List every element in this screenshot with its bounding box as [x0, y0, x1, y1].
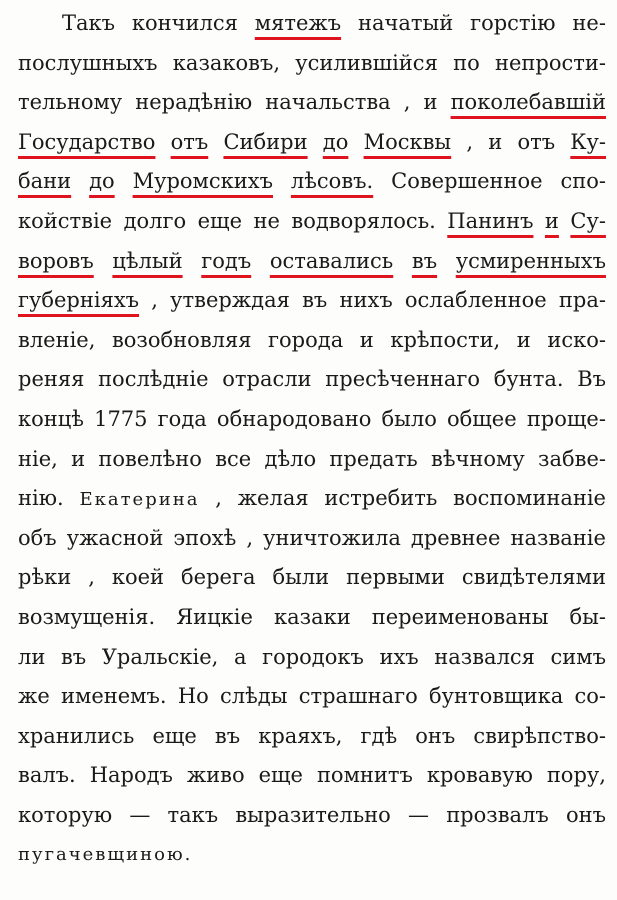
- word: выразительно: [235, 802, 391, 827]
- word: въ: [214, 723, 241, 748]
- underlined-word: Панинъ: [447, 208, 534, 233]
- text-line: [18, 44, 606, 84]
- word: ,: [151, 288, 158, 313]
- word: назвался: [434, 644, 535, 669]
- word: гдѣ: [360, 723, 398, 748]
- word: свирѣпство-: [473, 723, 606, 748]
- word: были: [272, 565, 330, 590]
- text-line: [18, 796, 606, 836]
- word: онъ: [565, 802, 606, 827]
- word: и: [359, 327, 374, 352]
- word: пра-: [558, 288, 606, 313]
- word: года: [157, 406, 207, 431]
- word: ,: [88, 565, 95, 590]
- text-line: [18, 400, 606, 440]
- word: рѣки: [18, 565, 72, 590]
- word: пугачевщиною.: [18, 844, 193, 866]
- word: еще: [197, 208, 243, 233]
- word: долго: [123, 208, 187, 233]
- word: послѣдніе: [98, 367, 209, 392]
- word: пору,: [546, 763, 606, 788]
- word: Въ: [577, 367, 606, 392]
- text-line: [18, 835, 606, 875]
- text-line: [18, 440, 606, 480]
- word: ослабленное: [404, 288, 547, 313]
- word: усилившійся: [295, 50, 438, 75]
- text-line: [18, 756, 606, 796]
- word: объ: [18, 525, 57, 550]
- word: тельному: [18, 90, 123, 115]
- underlined-word: Сибири: [223, 129, 308, 154]
- underlined-word: Су-: [570, 208, 606, 233]
- word: со-: [574, 684, 606, 709]
- word: городокъ: [262, 644, 364, 669]
- word: города: [268, 327, 344, 352]
- word: свидѣтелями: [461, 565, 606, 590]
- word: а: [233, 644, 247, 669]
- underlined-word: Ку-: [570, 129, 606, 154]
- word: горстію: [470, 11, 556, 35]
- word: краяхъ,: [258, 723, 343, 748]
- word: утверждая: [170, 288, 290, 313]
- word: ,: [403, 90, 411, 115]
- word: начальства: [265, 90, 391, 115]
- word: симъ: [550, 644, 606, 669]
- word: послушныхъ: [18, 50, 158, 75]
- word: Такъ: [62, 11, 116, 35]
- word: Екатерина: [79, 489, 200, 511]
- text-line: [18, 638, 606, 678]
- underlined-word: бани: [18, 169, 72, 194]
- word: общее: [447, 406, 517, 431]
- word: ихъ: [379, 644, 419, 669]
- text-line: [18, 123, 606, 163]
- word: уничтожила: [263, 525, 401, 550]
- word: и: [71, 446, 86, 471]
- underlined-word: усмиренныхъ: [455, 248, 606, 273]
- word: спо-: [560, 169, 606, 194]
- word: начатый: [357, 11, 454, 35]
- word: возобновляя: [111, 327, 252, 352]
- underlined-word: и: [544, 208, 559, 233]
- word: возмущенія.: [18, 604, 156, 629]
- text-line: [18, 519, 606, 559]
- word: эпохѣ: [173, 525, 237, 550]
- word: названіе: [510, 525, 606, 550]
- word: слѣды: [220, 684, 288, 709]
- word: ли: [18, 644, 46, 669]
- underlined-word: мятежъ: [254, 11, 342, 35]
- word: —: [129, 802, 151, 827]
- word: Совершенное: [391, 169, 543, 194]
- word: ужасной: [66, 525, 164, 550]
- word: пресѣченнаго: [325, 367, 481, 392]
- underlined-word: губерніяхъ: [18, 288, 140, 313]
- word: хранились: [18, 723, 135, 748]
- word: ніе,: [18, 446, 58, 471]
- underlined-word: до: [89, 169, 115, 194]
- word: кончился: [131, 11, 238, 35]
- word: проще-: [526, 406, 606, 431]
- word: бунта.: [493, 367, 564, 392]
- text-line: [18, 717, 606, 757]
- text-line: [18, 321, 606, 361]
- word: еще: [152, 723, 197, 748]
- word: предать: [329, 446, 418, 471]
- word: по: [453, 50, 480, 75]
- word: забве-: [538, 446, 606, 471]
- word: отрасли: [222, 367, 312, 392]
- word: ,: [466, 129, 474, 154]
- word: обнародовано: [216, 406, 372, 431]
- word: водворялось.: [291, 208, 436, 233]
- word: которую: [18, 802, 113, 827]
- word: реняя: [18, 367, 85, 392]
- text-line: [18, 4, 606, 44]
- text-line: [18, 202, 606, 242]
- underlined-word: Государство: [18, 129, 156, 154]
- word: нихъ: [339, 288, 393, 313]
- word: не-: [572, 11, 606, 35]
- underlined-word: цѣлый: [112, 248, 183, 273]
- word: въ: [60, 644, 87, 669]
- underlined-word: воровъ: [18, 248, 94, 273]
- word: не: [253, 208, 280, 233]
- word: валъ.: [18, 763, 76, 788]
- text-line: [18, 242, 606, 282]
- word: отъ: [517, 129, 556, 154]
- word: еще: [258, 763, 303, 788]
- word: коей: [111, 565, 165, 590]
- word: —: [407, 802, 429, 827]
- word: прозвалъ: [446, 802, 549, 827]
- word: вленіе,: [18, 327, 96, 352]
- word: дѣло: [264, 446, 317, 471]
- underlined-word: годъ: [201, 248, 252, 273]
- text-line: [18, 360, 606, 400]
- word: онъ: [415, 723, 456, 748]
- word: Уральскіе,: [101, 644, 219, 669]
- word: 1775: [94, 406, 148, 431]
- text-line: [18, 558, 606, 598]
- word: концѣ: [18, 406, 84, 431]
- word: въ: [302, 288, 328, 313]
- word: помнитъ: [316, 763, 413, 788]
- text-line: [18, 677, 606, 717]
- word: было: [381, 406, 437, 431]
- word: желая: [237, 486, 309, 511]
- underlined-word: Москвы: [363, 129, 452, 154]
- word: казаки: [273, 604, 351, 629]
- word: страшнаго: [298, 684, 418, 709]
- word: бунтовщика: [428, 684, 564, 709]
- word: же: [18, 684, 50, 709]
- word: и: [423, 90, 438, 115]
- word: истребить: [324, 486, 438, 511]
- text-line: [18, 162, 606, 202]
- word: первыми: [346, 565, 445, 590]
- word: воспоминаніе: [453, 486, 606, 511]
- text-line: [18, 281, 606, 321]
- word: такъ: [167, 802, 219, 827]
- word: и: [516, 327, 531, 352]
- word: крѣпости,: [390, 327, 501, 352]
- word: Яицкіе: [176, 604, 253, 629]
- text-line: [18, 479, 606, 519]
- word: повелѣно: [98, 446, 202, 471]
- underlined-word: отъ: [170, 129, 209, 154]
- word: ,: [246, 525, 254, 550]
- word: Народъ: [89, 763, 173, 788]
- word: живо: [186, 763, 245, 788]
- word: бы-: [569, 604, 606, 629]
- word: нію.: [18, 486, 64, 511]
- underlined-word: оставались: [269, 248, 394, 273]
- underlined-word: въ: [411, 248, 438, 273]
- word: именемъ.: [61, 684, 167, 709]
- underlined-word: до: [322, 129, 349, 154]
- underlined-word: поколебавшій: [450, 90, 606, 115]
- word: нерадѣнію: [135, 90, 253, 115]
- word: и: [488, 129, 503, 154]
- underlined-word: Муромскихъ: [132, 169, 273, 194]
- word: переименованы: [371, 604, 549, 629]
- paragraph-text: [18, 4, 606, 875]
- word: вѣчному: [431, 446, 525, 471]
- word: иско-: [547, 327, 606, 352]
- word: все: [215, 446, 252, 471]
- word: кровавую: [426, 763, 533, 788]
- text-line: [18, 83, 606, 123]
- text-line: [18, 598, 606, 638]
- word: непрости-: [494, 50, 606, 75]
- word: ,: [215, 486, 222, 511]
- word: Но: [177, 684, 209, 709]
- word: казаковъ,: [172, 50, 281, 75]
- underlined-word: лѣсовъ.: [290, 169, 374, 194]
- word: койствіе: [18, 208, 113, 233]
- word: берега: [181, 565, 256, 590]
- word: древнее: [410, 525, 501, 550]
